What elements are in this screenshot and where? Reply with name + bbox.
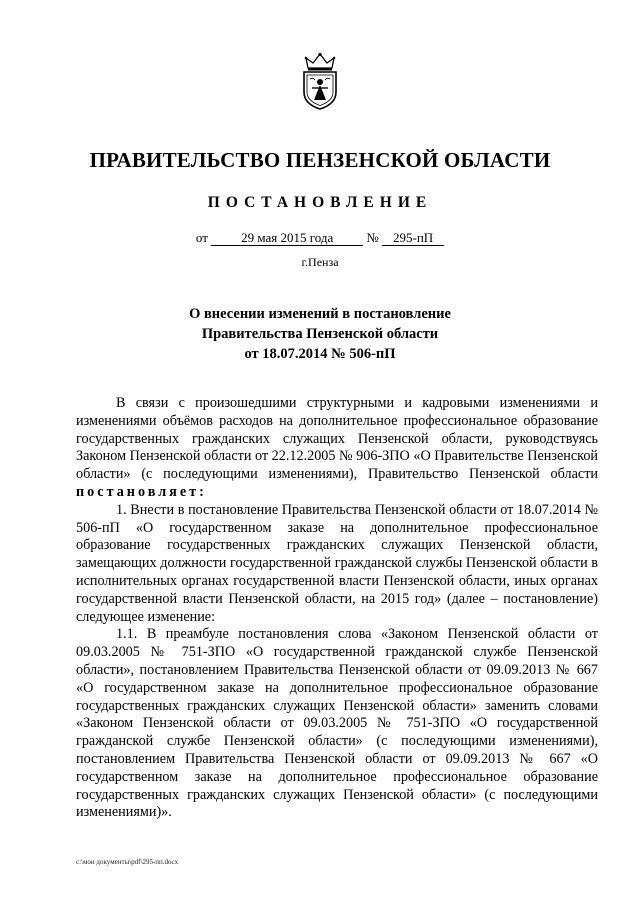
date-prefix: от xyxy=(195,230,208,245)
document-number: 295-пП xyxy=(382,230,444,246)
city-name: г.Пенза xyxy=(301,255,339,269)
item-1-paragraph: 1. Внести в постановление Правительства Пензенской области от 18.07.2014 № 506-пП «О государственном заказе на дополнительное профессиональное образование государственных гражданских служащих Пензенской области, замещающих должности государственной гражданской службы Пензенской области в исполнительных органах государственной власти Пензенской области, иных органах государственной власти Пензенской области, на 2015 год» (далее – постановление) следующее изменение: xyxy=(76,501,598,625)
document-type: ПОСТАНОВЛЕНИЕ xyxy=(207,194,433,211)
subject-line-1: О внесении изменений в постановление xyxy=(189,306,451,322)
date-number-line xyxy=(0,230,640,246)
preamble-text: В связи с произошедшими структурными и кадровыми изменениями и изменениями объёмов расходов на дополнительное профессиональное образование государственных гражданских служащих Пензенской области, руководствуясь Законом Пензенской области от 22.12.2005 № 906-ЗПО «О Правительстве Пензенской области» (с последующими изменениями), Правительство Пензенской области xyxy=(76,395,598,483)
document-body xyxy=(76,395,598,822)
resolves-word: постановляет: xyxy=(76,483,207,500)
document-date: 29 мая 2015 года xyxy=(211,230,363,246)
subject-line-3: от 18.07.2014 № 506-пП xyxy=(244,346,396,362)
document-subject xyxy=(0,304,640,364)
item-1-1-paragraph: 1.1. В преамбуле постановления слова «Законом Пензенской области от 09.03.2005 № 751-ЗПО «О государственной гражданской службе Пензенской области», постановлением Правительства Пензенской области от 09.09.2013 № 667 «О государственном заказе на дополнительное профессиональное образование государственных гражданских служащих Пензенской области» заменить словами «Законом Пензенской области от 09.03.2005 № 751-ЗПО «О государственной гражданской службе Пензенской области» (с последующими изменениями), постановлением Правительства Пензенской области от 09.09.2013 № 667 «О государственном заказе на дополнительное профессиональное образование государственных гражданских служащих Пензенской области» (с последующими изменениями)». xyxy=(76,626,598,821)
file-path-footer: c:\мои документы\pdf\295-пп.docx xyxy=(76,858,179,866)
preamble-paragraph xyxy=(76,395,598,502)
government-title: ПРАВИТЕЛЬСТВО ПЕНЗЕНСКОЙ ОБЛАСТИ xyxy=(89,148,551,172)
number-sign: № xyxy=(366,230,379,245)
subject-line-2: Правительства Пензенской области xyxy=(201,326,439,342)
coat-of-arms-icon xyxy=(298,52,342,110)
